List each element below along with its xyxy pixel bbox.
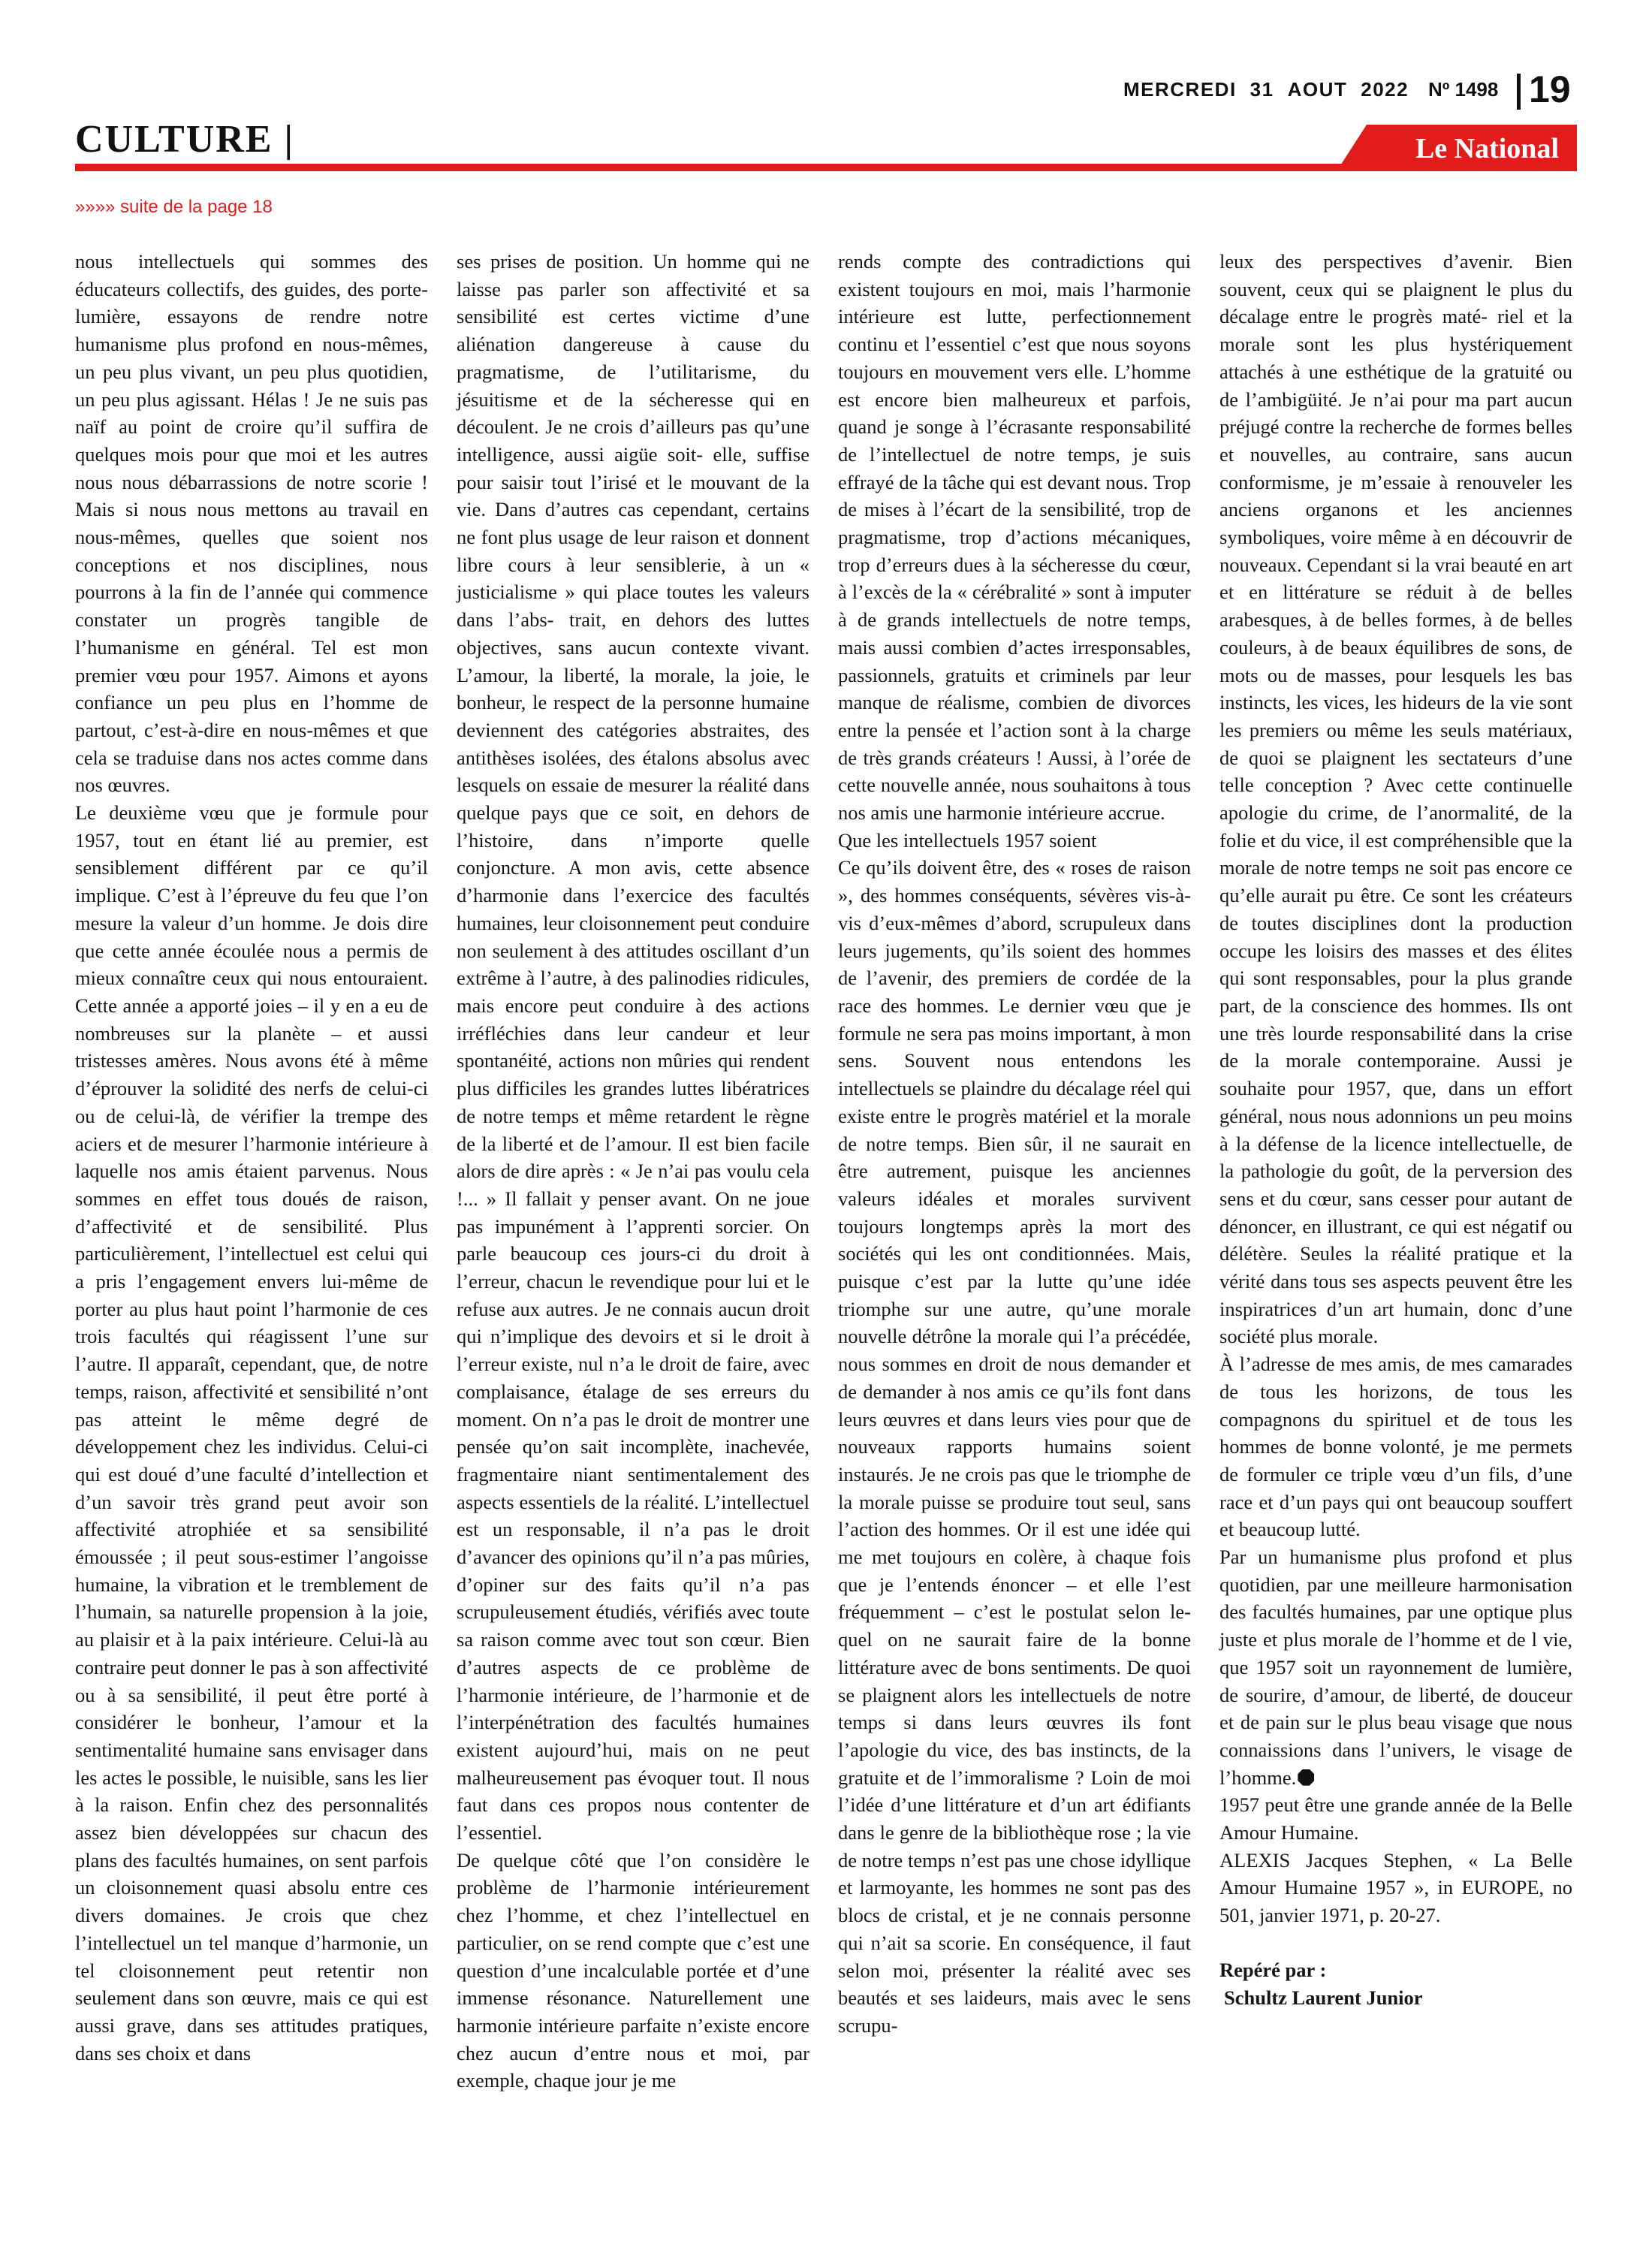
- closing-paragraph: [1219, 1543, 1572, 1791]
- paragraph: Ce qu’ils doivent être, des « roses de raison », des hommes conséquents, sévères vis-à-vis d’eux-mêmes d’abord, scrupuleux dans leurs jugements, qu’ils soient des hommes de l’avenir, des premiers de cordée de la race des hommes. Le dernier vœu que je formule ne sera pas moins important, à mon sens. Souvent nous entendons les intellectuels se plaindre du décalage réel qui existe entre le progrès matériel et la morale de notre temps. Bien sûr, il ne saurait en être autrement, puisque les anciennes valeurs idéales et morales survivent toujours longtemps après la mort des sociétés qui les ont conditionnées. Mais, puisque c’est par la lutte qu’une idée triomphe sur une autre, qu’une morale nouvelle détrône la morale qui l’a précédée, nous sommes en droit de nous demander et de demander à nos amis ce qu’ils font dans leurs œuvres et dans leurs vies pour que de nouveaux rapports humains soient instaurés. Je ne crois pas que le triomphe de la morale puisse se produire tout seul, sans l’action des hommes. Or il est une idée qui me met toujours en colère, à chaque fois que je l’entends énoncer – et elle l’est fréquemment – c’est le postulat selon le- quel on ne saurait faire de la bonne littérature avec de bons sentiments. De quoi se plaignent alors les intellectuels de notre temps si dans leurs œuvres ils font l’apologie du vice, des bas instincts, de la gratuite et de l’immoralisme ? Loin de moi l’idée d’une littérature et d’un art édifiants dans le genre de la bibliothèque rose ; la vie de notre temps n’est pas une chose idyllique et larmoyante, les hommes ne sont pas des blocs de cristal, et je ne connais personne qui n’ait sa scorie. En conséquence, il faut selon moi, présenter la réalité avec ses beautés et ses laideurs, mais avec le sens scrupu-: [838, 856, 1191, 2037]
- paragraph: Le deuxième vœu que je formule pour 1957, tout en étant lié au premier, est sensiblement différent par ce qu’il implique. C’est à l’épreuve du feu que l’on mesure la valeur d’un homme. Je dois dire que cette année écoulée nous a permis de mieux connaître ceux qui nous entouraient. Cette année a apporté joies – il y en a eu de nombreuses sur la planète – et aussi tristesses amères. Nous avons été à même d’éprouver la solidité des nerfs de celui-ci ou de celui-là, de vérifier la trempe des aciers et de mesurer l’harmonie intérieure à laquelle nos amis étaient parvenus. Nous sommes en effet tous doués de raison, d’affectivité et de sensibilité. Plus particulièrement, l’intellectuel est celui qui a pris l’engagement envers lui-même de porter au plus haut point l’harmonie de ces trois facultés qui réagissent l’une sur l’autre. Il apparaît, cependant, que, de notre temps, raison, affectivité et sensibilité n’ont pas atteint le même degré de développement chez les individus. Celui-ci qui est doué d’une faculté d’intellection et d’un savoir très grand peut avoir son affectivité atrophiée et sa sensibilité émoussée ; il peut sous-estimer l’angoisse humaine, la vibration et le tremblement de l’humain, sa naturelle propension à la joie, au plaisir et à la paix intérieure. Celui-là au contraire peut donner le pas à son affectivité ou à sa sensibilité, il peut être porté à considérer le bonheur, l’amour et la sentimentalité humaine sans envisager dans les actes le possible, le nuisible, sans les lier à la raison. Enfin chez des personnalités assez bien développées sur chacun des plans des facultés humaines, on sent parfois un cloisonnement quasi absolu entre ces divers domaines. Je crois que chez l’intellectuel un tel manque d’harmonie, un tel cloisonnement peut retentir non seulement dans son œuvre, mais ce qui est aussi grave, dans ses attitudes pratiques, dans ses choix et dans: [75, 801, 428, 2064]
- article-column-3: [838, 248, 1191, 2040]
- issue-year: 2022: [1361, 78, 1409, 101]
- issue-month: AOUT: [1287, 78, 1348, 101]
- paragraph: nous intellectuels qui sommes des éducateurs collectifs, des guides, des porte-lumière, essayons de rendre notre humanisme plus profond en nous-mêmes, un peu plus vivant, un peu plus quotidien, un peu plus agissant. Hélas ! Je ne suis pas naïf au point de croire qu’il suffira de quelques mois pour que moi et les autres nous nous débarrassions de notre scorie ! Mais si nous nous mettons au travail en nous-mêmes, quelles que soient nos conceptions et nos disciplines, nous pourrons à la fin de l’année qui commence constater un progrès tangible de l’humanisme en général. Tel est mon premier vœu pour 1957. Aimons et ayons confiance un peu plus en l’homme de partout, c’est-à-dire en nous-mêmes et que cela se traduise dans nos actes comme dans nos œuvres.: [75, 250, 428, 797]
- paragraph: De quelque côté que l’on considère le problème de l’harmonie intérieurement chez l’homme, et chez l’intellectuel en particulier, on se rend compte que c’est une question d’une incalculable portée et d’une immense résonance. Naturellement une harmonie intérieure parfaite n’existe encore chez aucun d’entre nous et moi, par exemple, chaque jour je me: [457, 1848, 809, 2092]
- article-column-1: [75, 248, 428, 2067]
- paragraph: Que les intellectuels 1957 soient: [838, 828, 1097, 852]
- article-column-2: [457, 248, 809, 2095]
- paragraph: leux des perspectives d’avenir. Bien souvent, ceux qui se plaignent le plus du décalage entre le progrès maté- riel et la morale sont les plus hystériquement attachés à une esthétique de la gratuité ou de l’ambigüité. Je n’ai pour ma part aucun préjugé contre la recherche de formes belles et nouvelles, au contraire, sans aucun conformisme, je m’essaie à renouveler les anciens organons et les anciennes symboliques, voire même à en découvrir de nouveaux. Cependant si la vrai beauté en art et en littérature se réduit à de belles arabesques, à de belles formes, à de belles couleurs, à de beaux équilibres de sons, de mots ou de masses, pour lesquels les bas instincts, les vices, les hideurs de la vie sont les premiers ou même les seuls matériaux, de quoi se plaignent les sectateurs d’une telle conception ? Avec cette continuelle apologie du crime, de l’anormalité, de la folie et du vice, il est compréhensible que la morale de notre temps ne soit pas encore ce qu’elle aurait pu être. Ce sont les créateurs de toutes disciplines dont la production occupe les loisirs des masses et des élites qui sont responsables, pour la plus grande part, de la conscience des hommes. Ils ont une très lourde responsabilité dans la crise de la morale contemporaine. Aussi je souhaite pour 1957, que, dans un effort général, nous nous adonnions un peu moins à la défense de la licence intellectuelle, de la pathologie du goût, de la perversion des sens et du cœur, sans cesser pour autant de dénoncer, en illustrant, ce qui est négatif ou délétère. Seules la réalité pratique et la vérité dans tous ses aspects peuvent être les inspiratrices d’un art humain, donc d’une société plus morale.: [1219, 250, 1572, 1348]
- paragraph: À l’adresse de mes amis, de mes camarades de tous les horizons, de tous les compagnons du spirituel et de tous les hommes de bonne volonté, je me permets de formuler ce triple vœu d’un fils, d’une race et d’un pays qui ont beaucoup souffert et beaucoup lutté.: [1219, 1353, 1572, 1541]
- issue-date-day: 31: [1250, 78, 1274, 101]
- article-column-4: [1219, 248, 1572, 2011]
- section-title: CULTURE |: [75, 118, 294, 161]
- paragraph: rends compte des contradictions qui existent toujours en moi, mais l’harmonie intérieure est lutte, perfectionnement continu et l’essentiel c’est que nous soyons toujours en mouvement vers elle. L’homme est encore bien malheureux et parfois, quand je songe à l’écrasante responsabilité de l’intellectuel de notre temps, je suis effrayé de la tâche qui est devant nous. Trop de mises à l’écart de la sensibilité, trop de pragmatisme, trop d’actions mécaniques, trop d’erreurs dues à la sécheresse du cœur, à l’excès de la « cérébralité » sont à imputer à de grands intellectuels de notre temps, mais aussi combien d’actes irresponsables, passionnels, gratuits et criminels par leur manque de réalisme, combien de divorces entre la pensée et l’action sont à la charge de très grands créateurs ! Aussi, à l’orée de cette nouvelle année, nous souhaitons à tous nos amis une harmonie intérieure accrue.: [838, 250, 1191, 825]
- issue-number: Nº 1498: [1428, 78, 1499, 101]
- continuation-note: »»»» suite de la page 18: [75, 197, 273, 217]
- byline: [1219, 1956, 1572, 2011]
- paragraph: 1957 peut être une grande année de la Belle Amour Humaine.: [1219, 1793, 1572, 1844]
- closing-text: Par un humanisme plus profond et plus quotidien, par une meilleure harmonisation des facultés humaines, par une optique plus juste et plus morale de l’homme et de l vie, que 1957 soit un rayonnement de lumière, de sourire, d’amour, de liberté, de douceur et de pain sur le plus beau visage que nous connaissions dans l’univers, le visage de l’homme.: [1219, 1546, 1572, 1789]
- page-number: 19: [1529, 68, 1571, 110]
- issue-date: [1123, 78, 1422, 101]
- end-of-article-icon: [1298, 1769, 1314, 1786]
- byline-name: Schultz Laurent Junior: [1224, 1986, 1423, 2009]
- issue-day: MERCREDI: [1123, 78, 1237, 101]
- paragraph: ses prises de position. Un homme qui ne laisse pas parler son affectivité et sa sensibilité est certes victime d’une aliénation dangereuse à cause du pragmatisme, de l’utilitarisme, du jésuitisme et de la sécheresse qui en découlent. Je ne crois d’ailleurs pas qu’une intelligence, aussi aigüe soit- elle, suffise pour saisir tout l’irisé et le mouvant de la vie. Dans d’autres cas cependant, certains ne font plus usage de leur raison et donnent libre cours à leur sensiblerie, à un « justicialisme » qui place toutes les valeurs dans l’abs- trait, en dehors des luttes objectives, sans aucun contexte vivant. L’amour, la liberté, la morale, la joie, le bonheur, le respect de la personne humaine deviennent des catégories abstraites, des antithèses isolées, des étalons absolus avec lesquels on essaie de mesurer la réalité dans quelque pays que ce soit, en dehors de l’histoire, dans n’importe quelle conjoncture. A mon avis, cette absence d’harmonie dans l’exercice des facultés humaines, leur cloisonnement peut conduire non seulement à des attitudes oscillant d’un extrême à l’autre, à des palinodies ridicules, mais encore peut conduire à des actions irréfléchies dans leur candeur et leur spontanéité, actions non mûries qui rendent plus difficiles les grandes luttes libératrices de notre temps et même retardent le règne de la liberté et de l’amour. Il est bien facile alors de dire après : « Je n’ai pas voulu cela !... » Il fallait y penser avant. On ne joue pas impunément à l’apprenti sorcier. On parle beaucoup ces jours-ci du droit à l’erreur, chacun le revendique pour lui et le refuse aux autres. Je ne connais aucun droit qui n’implique des devoirs et si le droit à l’erreur existe, nul n’a le droit de faire, avec complaisance, étalage de ses erreurs du moment. On n’a pas le droit de montrer une pensée qu’on sait incomplète, inachevée, fragmentaire niant sentimentalement des aspects essentiels de la réalité. L’intellectuel est un responsable, il n’a pas le droit d’avancer des opinions qu’il n’a pas mûries, d’opiner sur des faits qu’il n’a pas scrupuleusement étudiés, vérifiés avec toute sa raison comme avec tout son cœur. Bien d’autres aspects de ce problème de l’harmonie intérieure, de l’harmonie et de l’interpénétration des facultés humaines existent aujourd’hui, mais on ne peut malheureusement pas évoquer tout. Il nous faut dans ces propos nous contenter de l’essentiel.: [457, 250, 809, 1844]
- source-citation: ALEXIS Jacques Stephen, « La Belle Amour Humaine 1957 », in EUROPE, no 501, janvier 1971, p. 20-27.: [1219, 1848, 1572, 1927]
- page-number-divider: [1517, 74, 1521, 110]
- byline-label: Repéré par :: [1219, 1958, 1327, 1981]
- newspaper-name: Le National: [1415, 133, 1559, 164]
